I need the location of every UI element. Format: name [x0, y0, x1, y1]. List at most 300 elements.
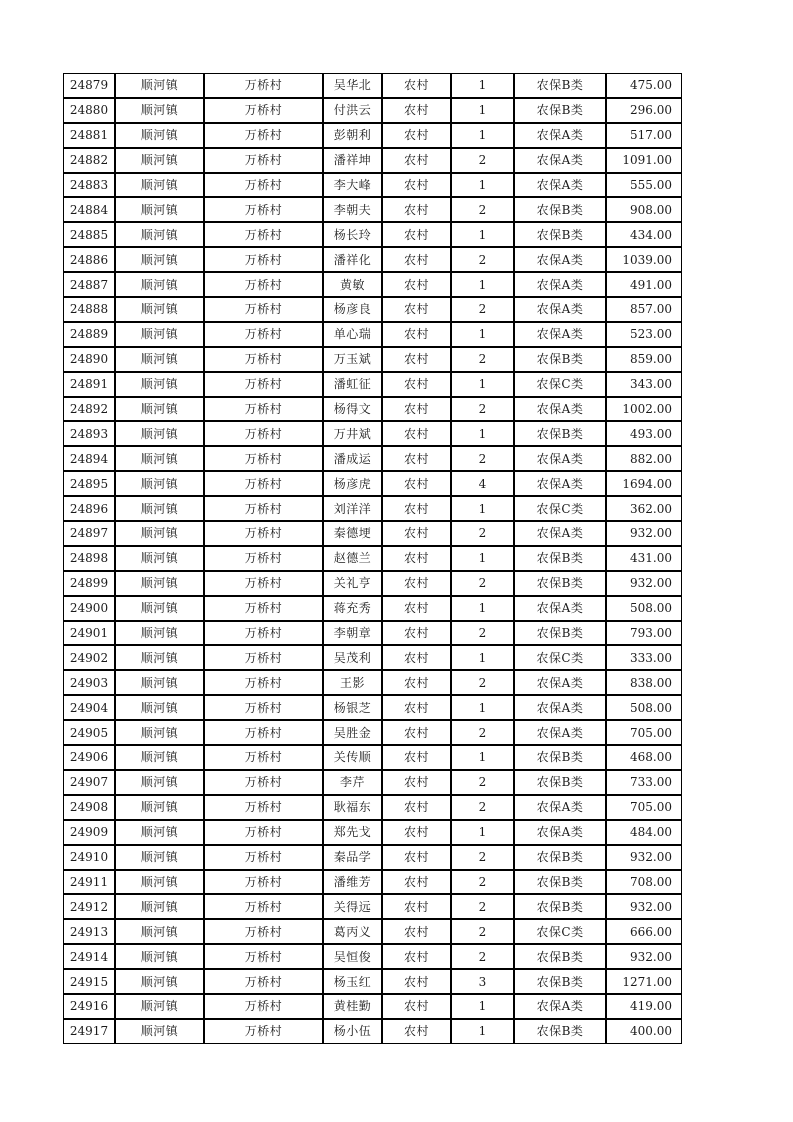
table-row	[63, 1019, 682, 1044]
table-row	[63, 795, 682, 820]
cell-insurance-category: 农保B类	[514, 197, 606, 222]
cell-person-count: 2	[451, 621, 514, 646]
table-row	[63, 272, 682, 297]
cell-town: 顺河镇	[115, 795, 204, 820]
cell-name: 潘虹征	[323, 372, 382, 397]
cell-id: 24913	[63, 919, 115, 944]
cell-name: 赵德兰	[323, 546, 382, 571]
cell-name: 吴恒俊	[323, 944, 382, 969]
cell-residence-type: 农村	[382, 1019, 451, 1044]
cell-id: 24896	[63, 496, 115, 521]
cell-town: 顺河镇	[115, 98, 204, 123]
cell-amount: 932.00	[606, 894, 682, 919]
records-table	[63, 73, 682, 1044]
cell-amount: 708.00	[606, 870, 682, 895]
cell-insurance-category: 农保A类	[514, 695, 606, 720]
cell-town: 顺河镇	[115, 571, 204, 596]
cell-residence-type: 农村	[382, 297, 451, 322]
cell-village: 万桥村	[204, 446, 323, 471]
cell-residence-type: 农村	[382, 148, 451, 173]
cell-insurance-category: 农保A类	[514, 521, 606, 546]
cell-village: 万桥村	[204, 173, 323, 198]
cell-id: 24900	[63, 596, 115, 621]
cell-person-count: 1	[451, 745, 514, 770]
cell-id: 24898	[63, 546, 115, 571]
cell-amount: 419.00	[606, 994, 682, 1019]
cell-residence-type: 农村	[382, 372, 451, 397]
table-row	[63, 222, 682, 247]
cell-id: 24884	[63, 197, 115, 222]
cell-name: 王影	[323, 670, 382, 695]
table-row	[63, 969, 682, 994]
cell-amount: 666.00	[606, 919, 682, 944]
cell-id: 24906	[63, 745, 115, 770]
cell-id: 24880	[63, 98, 115, 123]
cell-village: 万桥村	[204, 197, 323, 222]
cell-id: 24897	[63, 521, 115, 546]
cell-id: 24910	[63, 845, 115, 870]
cell-amount: 705.00	[606, 720, 682, 745]
cell-amount: 1694.00	[606, 471, 682, 496]
cell-amount: 434.00	[606, 222, 682, 247]
cell-town: 顺河镇	[115, 148, 204, 173]
cell-id: 24890	[63, 347, 115, 372]
cell-insurance-category: 农保A类	[514, 820, 606, 845]
cell-village: 万桥村	[204, 670, 323, 695]
cell-residence-type: 农村	[382, 123, 451, 148]
cell-residence-type: 农村	[382, 98, 451, 123]
cell-village: 万桥村	[204, 720, 323, 745]
cell-residence-type: 农村	[382, 621, 451, 646]
cell-village: 万桥村	[204, 496, 323, 521]
cell-town: 顺河镇	[115, 770, 204, 795]
cell-id: 24895	[63, 471, 115, 496]
cell-person-count: 2	[451, 148, 514, 173]
cell-id: 24912	[63, 894, 115, 919]
cell-town: 顺河镇	[115, 919, 204, 944]
cell-person-count: 1	[451, 421, 514, 446]
cell-residence-type: 农村	[382, 571, 451, 596]
cell-village: 万桥村	[204, 546, 323, 571]
cell-name: 耿福东	[323, 795, 382, 820]
cell-amount: 468.00	[606, 745, 682, 770]
cell-village: 万桥村	[204, 272, 323, 297]
cell-town: 顺河镇	[115, 944, 204, 969]
table-row	[63, 695, 682, 720]
cell-person-count: 1	[451, 820, 514, 845]
cell-id: 24904	[63, 695, 115, 720]
cell-person-count: 1	[451, 1019, 514, 1044]
cell-insurance-category: 农保B类	[514, 621, 606, 646]
cell-name: 付洪云	[323, 98, 382, 123]
table-row	[63, 98, 682, 123]
cell-insurance-category: 农保B类	[514, 745, 606, 770]
cell-id: 24886	[63, 247, 115, 272]
cell-village: 万桥村	[204, 820, 323, 845]
cell-town: 顺河镇	[115, 745, 204, 770]
cell-id: 24899	[63, 571, 115, 596]
cell-name: 杨彦良	[323, 297, 382, 322]
cell-person-count: 2	[451, 944, 514, 969]
cell-village: 万桥村	[204, 372, 323, 397]
cell-village: 万桥村	[204, 471, 323, 496]
cell-town: 顺河镇	[115, 421, 204, 446]
table-row	[63, 571, 682, 596]
cell-amount: 484.00	[606, 820, 682, 845]
cell-residence-type: 农村	[382, 670, 451, 695]
cell-town: 顺河镇	[115, 297, 204, 322]
cell-id: 24914	[63, 944, 115, 969]
cell-person-count: 2	[451, 197, 514, 222]
cell-name: 李大峰	[323, 173, 382, 198]
cell-name: 潘维芳	[323, 870, 382, 895]
cell-person-count: 2	[451, 670, 514, 695]
table-row	[63, 745, 682, 770]
cell-village: 万桥村	[204, 870, 323, 895]
cell-insurance-category: 农保B类	[514, 894, 606, 919]
cell-residence-type: 农村	[382, 720, 451, 745]
cell-residence-type: 农村	[382, 870, 451, 895]
cell-insurance-category: 农保B类	[514, 1019, 606, 1044]
cell-amount: 523.00	[606, 322, 682, 347]
cell-id: 24888	[63, 297, 115, 322]
cell-name: 潘祥化	[323, 247, 382, 272]
cell-name: 彭朝利	[323, 123, 382, 148]
cell-town: 顺河镇	[115, 621, 204, 646]
cell-id: 24903	[63, 670, 115, 695]
cell-id: 24902	[63, 645, 115, 670]
cell-residence-type: 农村	[382, 521, 451, 546]
cell-insurance-category: 农保A类	[514, 297, 606, 322]
cell-insurance-category: 农保B类	[514, 870, 606, 895]
cell-insurance-category: 农保B类	[514, 421, 606, 446]
table-row	[63, 596, 682, 621]
table-row	[63, 173, 682, 198]
table-row	[63, 919, 682, 944]
cell-person-count: 1	[451, 645, 514, 670]
cell-person-count: 1	[451, 123, 514, 148]
cell-insurance-category: 农保B类	[514, 770, 606, 795]
cell-residence-type: 农村	[382, 347, 451, 372]
table-row	[63, 297, 682, 322]
cell-amount: 793.00	[606, 621, 682, 646]
table-row	[63, 670, 682, 695]
cell-residence-type: 农村	[382, 969, 451, 994]
cell-insurance-category: 农保A类	[514, 397, 606, 422]
cell-village: 万桥村	[204, 621, 323, 646]
cell-insurance-category: 农保B类	[514, 571, 606, 596]
cell-id: 24905	[63, 720, 115, 745]
cell-town: 顺河镇	[115, 596, 204, 621]
table-row	[63, 372, 682, 397]
cell-id: 24879	[63, 73, 115, 98]
cell-village: 万桥村	[204, 521, 323, 546]
cell-id: 24907	[63, 770, 115, 795]
cell-residence-type: 农村	[382, 795, 451, 820]
cell-id: 24893	[63, 421, 115, 446]
cell-amount: 333.00	[606, 645, 682, 670]
cell-town: 顺河镇	[115, 820, 204, 845]
cell-name: 郑先戈	[323, 820, 382, 845]
cell-name: 潘祥坤	[323, 148, 382, 173]
cell-amount: 491.00	[606, 272, 682, 297]
cell-name: 杨长玲	[323, 222, 382, 247]
cell-name: 秦品学	[323, 845, 382, 870]
cell-residence-type: 农村	[382, 471, 451, 496]
cell-residence-type: 农村	[382, 247, 451, 272]
cell-name: 万玉斌	[323, 347, 382, 372]
cell-amount: 508.00	[606, 596, 682, 621]
cell-id: 24885	[63, 222, 115, 247]
cell-id: 24894	[63, 446, 115, 471]
cell-amount: 1091.00	[606, 148, 682, 173]
cell-village: 万桥村	[204, 73, 323, 98]
table-row	[63, 322, 682, 347]
cell-insurance-category: 农保A类	[514, 795, 606, 820]
cell-person-count: 1	[451, 272, 514, 297]
table-row	[63, 471, 682, 496]
cell-id: 24881	[63, 123, 115, 148]
cell-amount: 475.00	[606, 73, 682, 98]
cell-amount: 555.00	[606, 173, 682, 198]
cell-person-count: 4	[451, 471, 514, 496]
cell-id: 24915	[63, 969, 115, 994]
table-row	[63, 894, 682, 919]
table-row	[63, 645, 682, 670]
cell-village: 万桥村	[204, 795, 323, 820]
cell-residence-type: 农村	[382, 222, 451, 247]
cell-person-count: 2	[451, 720, 514, 745]
cell-person-count: 1	[451, 695, 514, 720]
cell-insurance-category: 农保B类	[514, 98, 606, 123]
cell-person-count: 2	[451, 446, 514, 471]
table-row	[63, 148, 682, 173]
cell-person-count: 2	[451, 247, 514, 272]
cell-id: 24909	[63, 820, 115, 845]
cell-town: 顺河镇	[115, 894, 204, 919]
table-row	[63, 521, 682, 546]
cell-town: 顺河镇	[115, 521, 204, 546]
cell-person-count: 2	[451, 397, 514, 422]
cell-person-count: 2	[451, 347, 514, 372]
table-row	[63, 870, 682, 895]
cell-person-count: 2	[451, 770, 514, 795]
cell-insurance-category: 农保C类	[514, 645, 606, 670]
cell-name: 黄敏	[323, 272, 382, 297]
cell-residence-type: 农村	[382, 272, 451, 297]
cell-person-count: 1	[451, 73, 514, 98]
cell-village: 万桥村	[204, 247, 323, 272]
cell-village: 万桥村	[204, 645, 323, 670]
cell-town: 顺河镇	[115, 247, 204, 272]
cell-town: 顺河镇	[115, 73, 204, 98]
cell-village: 万桥村	[204, 770, 323, 795]
cell-village: 万桥村	[204, 944, 323, 969]
cell-insurance-category: 农保A类	[514, 596, 606, 621]
cell-village: 万桥村	[204, 894, 323, 919]
cell-insurance-category: 农保A类	[514, 148, 606, 173]
cell-residence-type: 农村	[382, 770, 451, 795]
cell-residence-type: 农村	[382, 397, 451, 422]
cell-amount: 1039.00	[606, 247, 682, 272]
table-row	[63, 820, 682, 845]
cell-insurance-category: 农保B类	[514, 546, 606, 571]
cell-name: 蒋充秀	[323, 596, 382, 621]
cell-amount: 362.00	[606, 496, 682, 521]
table-row	[63, 197, 682, 222]
cell-name: 吴华北	[323, 73, 382, 98]
cell-town: 顺河镇	[115, 397, 204, 422]
cell-amount: 508.00	[606, 695, 682, 720]
records-table-body	[63, 73, 682, 1044]
cell-residence-type: 农村	[382, 73, 451, 98]
cell-town: 顺河镇	[115, 173, 204, 198]
cell-village: 万桥村	[204, 571, 323, 596]
cell-insurance-category: 农保A类	[514, 272, 606, 297]
table-row	[63, 123, 682, 148]
cell-name: 黄桂勤	[323, 994, 382, 1019]
cell-name: 李朝夫	[323, 197, 382, 222]
cell-town: 顺河镇	[115, 645, 204, 670]
cell-town: 顺河镇	[115, 322, 204, 347]
cell-insurance-category: 农保A类	[514, 471, 606, 496]
cell-residence-type: 农村	[382, 944, 451, 969]
cell-amount: 705.00	[606, 795, 682, 820]
cell-amount: 932.00	[606, 944, 682, 969]
cell-amount: 908.00	[606, 197, 682, 222]
cell-insurance-category: 农保A类	[514, 247, 606, 272]
table-row	[63, 421, 682, 446]
table-row	[63, 73, 682, 98]
cell-village: 万桥村	[204, 347, 323, 372]
cell-person-count: 1	[451, 596, 514, 621]
cell-town: 顺河镇	[115, 272, 204, 297]
cell-id: 24901	[63, 621, 115, 646]
cell-residence-type: 农村	[382, 322, 451, 347]
cell-amount: 1271.00	[606, 969, 682, 994]
cell-id: 24908	[63, 795, 115, 820]
cell-insurance-category: 农保B类	[514, 969, 606, 994]
cell-name: 葛丙义	[323, 919, 382, 944]
cell-id: 24892	[63, 397, 115, 422]
cell-person-count: 2	[451, 894, 514, 919]
table-row	[63, 845, 682, 870]
cell-insurance-category: 农保A类	[514, 123, 606, 148]
cell-town: 顺河镇	[115, 720, 204, 745]
cell-village: 万桥村	[204, 322, 323, 347]
table-row	[63, 720, 682, 745]
cell-name: 李芹	[323, 770, 382, 795]
cell-amount: 493.00	[606, 421, 682, 446]
cell-village: 万桥村	[204, 845, 323, 870]
table-row	[63, 546, 682, 571]
cell-person-count: 2	[451, 919, 514, 944]
cell-id: 24882	[63, 148, 115, 173]
table-row	[63, 621, 682, 646]
cell-village: 万桥村	[204, 969, 323, 994]
table-row	[63, 770, 682, 795]
cell-residence-type: 农村	[382, 546, 451, 571]
cell-person-count: 2	[451, 571, 514, 596]
cell-amount: 1002.00	[606, 397, 682, 422]
cell-amount: 838.00	[606, 670, 682, 695]
cell-name: 杨银芝	[323, 695, 382, 720]
cell-name: 吴茂利	[323, 645, 382, 670]
cell-village: 万桥村	[204, 123, 323, 148]
cell-residence-type: 农村	[382, 994, 451, 1019]
cell-name: 秦德埂	[323, 521, 382, 546]
cell-village: 万桥村	[204, 695, 323, 720]
cell-person-count: 1	[451, 496, 514, 521]
cell-town: 顺河镇	[115, 372, 204, 397]
cell-amount: 932.00	[606, 521, 682, 546]
cell-amount: 857.00	[606, 297, 682, 322]
cell-id: 24916	[63, 994, 115, 1019]
cell-name: 刘洋洋	[323, 496, 382, 521]
cell-town: 顺河镇	[115, 546, 204, 571]
cell-person-count: 1	[451, 322, 514, 347]
cell-residence-type: 农村	[382, 919, 451, 944]
cell-insurance-category: 农保B类	[514, 222, 606, 247]
cell-village: 万桥村	[204, 98, 323, 123]
cell-insurance-category: 农保A类	[514, 446, 606, 471]
cell-town: 顺河镇	[115, 471, 204, 496]
cell-insurance-category: 农保A类	[514, 720, 606, 745]
cell-village: 万桥村	[204, 994, 323, 1019]
cell-insurance-category: 农保A类	[514, 994, 606, 1019]
cell-amount: 882.00	[606, 446, 682, 471]
cell-id: 24887	[63, 272, 115, 297]
cell-person-count: 2	[451, 297, 514, 322]
cell-residence-type: 农村	[382, 894, 451, 919]
cell-village: 万桥村	[204, 745, 323, 770]
cell-person-count: 3	[451, 969, 514, 994]
cell-town: 顺河镇	[115, 446, 204, 471]
cell-village: 万桥村	[204, 397, 323, 422]
cell-name: 万井斌	[323, 421, 382, 446]
cell-insurance-category: 农保B类	[514, 347, 606, 372]
cell-insurance-category: 农保B类	[514, 944, 606, 969]
cell-residence-type: 农村	[382, 197, 451, 222]
cell-name: 关传顺	[323, 745, 382, 770]
cell-name: 吴胜金	[323, 720, 382, 745]
cell-person-count: 1	[451, 173, 514, 198]
cell-town: 顺河镇	[115, 969, 204, 994]
table-row	[63, 496, 682, 521]
cell-id: 24889	[63, 322, 115, 347]
cell-id: 24917	[63, 1019, 115, 1044]
cell-amount: 400.00	[606, 1019, 682, 1044]
cell-town: 顺河镇	[115, 347, 204, 372]
cell-village: 万桥村	[204, 421, 323, 446]
cell-insurance-category: 农保C类	[514, 372, 606, 397]
cell-residence-type: 农村	[382, 421, 451, 446]
cell-person-count: 1	[451, 372, 514, 397]
cell-name: 潘成运	[323, 446, 382, 471]
cell-residence-type: 农村	[382, 446, 451, 471]
cell-person-count: 2	[451, 845, 514, 870]
cell-amount: 859.00	[606, 347, 682, 372]
table-row	[63, 944, 682, 969]
cell-insurance-category: 农保A类	[514, 173, 606, 198]
cell-residence-type: 农村	[382, 820, 451, 845]
cell-residence-type: 农村	[382, 695, 451, 720]
table-row	[63, 347, 682, 372]
cell-name: 关得远	[323, 894, 382, 919]
table-row	[63, 994, 682, 1019]
cell-id: 24911	[63, 870, 115, 895]
cell-person-count: 2	[451, 870, 514, 895]
